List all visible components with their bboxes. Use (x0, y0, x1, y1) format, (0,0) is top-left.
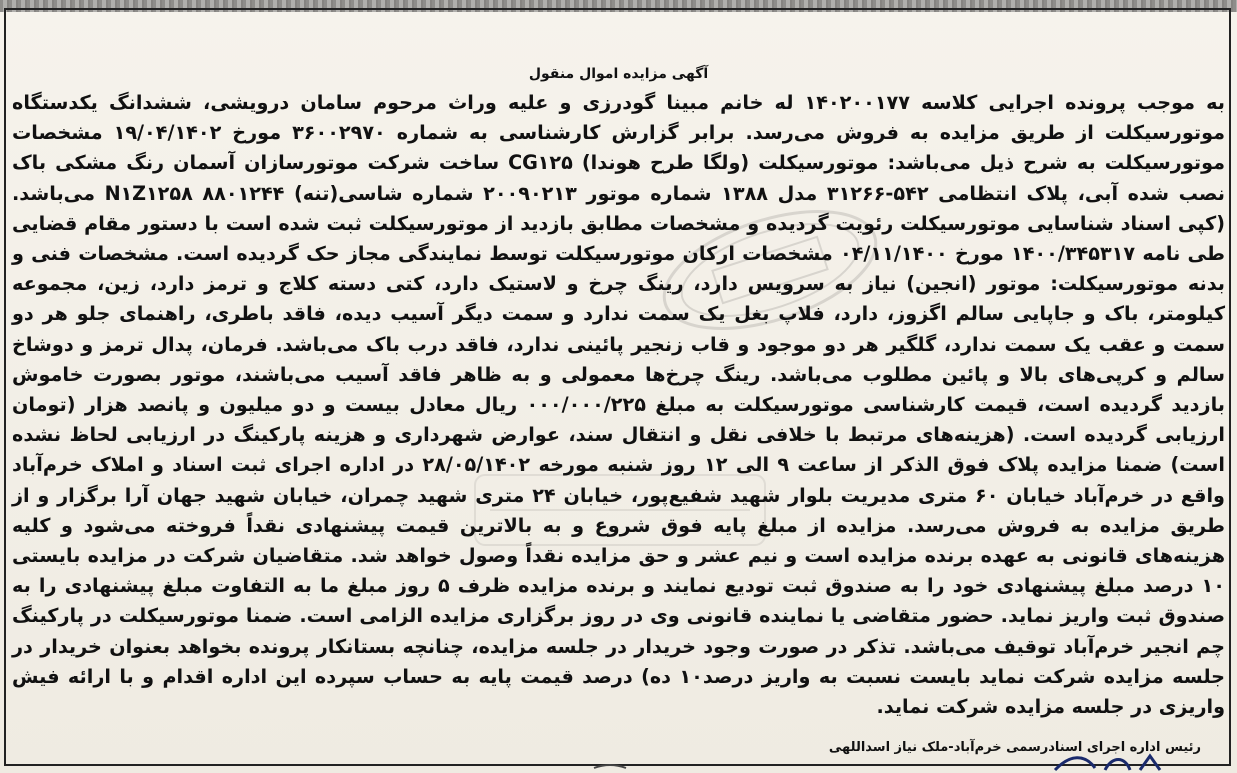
handwritten-mark (1050, 752, 1170, 772)
signature-line: رئیس اداره اجرای اسنادرسمی خرم‌آباد-ملک نیاز اسداللهی (828, 740, 1201, 755)
page-number-mark (590, 762, 630, 773)
notice-body-paragraph: به موجب پرونده اجرایی کلاسه ۱۴۰۲۰۰۱۷۷ له خانم مبینا گودرزی و علیه وراث مرحوم سامان درویشی، ششدانگ یکدستگاه موتورسیکلت از طریق مزایده به فروش می‌رسد. برابر گزارش کارشناسی به شماره ۳۶۰۰۲۹۷۰ مورخ ۱۹/۰۴/۱۴۰۲ مشخصات موتورسیکلت به شرح ذیل می‌باشد: موتورسیکلت (ولگا طرح هوندا) CG۱۲۵ ساخت شرکت موتورسازان آسمان رنگ مشکی باک نصب شده آبی، پلاک انتظامی ۵۴۲-۳۱۲۶۶ مدل ۱۳۸۸ شماره موتور ۲۰۰۹۰۲۱۳ شماره شاسی(تنه) N۱Z۱۲۵۸ ۸۸۰۱۲۴۴ می‌باشد. (کپی اسناد شناسایی موتورسیکلت رئویت گردیده و مشخصات مطابق بازدید از موتورسیکلت ثبت شده است با دستور مقام قضایی طی نامه ۱۴۰۰/۳۴۵۳۱۷ مورخ ۰۴/۱۱/۱۴۰۰ مشخصات ارکان موتورسیکلت توسط نمایندگی مجاز حک گردیده است. مشخصات فنی و بدنه موتورسیکلت: موتور (انجین) نیاز به سرویس دارد، رینگ چرخ و لاستیک دارد، کتی دسته کلاج و ترمز دارد، زین، مجموعه کیلومتر، باک و جاپایی سالم اگزوز، دارد، فلاپ بغل یک سمت ندارد و سمت دیگر آسیب دیده، فاقد باطری، راهنمای جلو هر دو سمت و عقب یک سمت ندارد، گلگیر هر دو موجود و قاب زنجیر پائینی ندارد، فاقد درب باک می‌باشد. فرمان، پدال ترمز و دوشاخ سالم و کرپی‌های بالا و پائین مطلوب می‌باشد. رینگ چرخ‌ها معمولی و به ظاهر فاقد آسیب می‌باشند، موتور بصورت خاموش بازدید گردیده است، قیمت کارشناسی موتورسیکلت به مبلغ ۰۰۰/۰۰۰/۲۲۵ ریال معادل بیست و دو میلیون و پانصد هزار (تومان ارزیابی گردیده است. (هزینه‌های مرتبط با خلافی نقل و انتقال سند، عوارض شهرداری و هزینه پارکینگ در ارزیابی لحاظ نشده است) ضمنا مزایده پلاک فوق الذکر از ساعت ۹ الی ۱۲ روز شنبه مورخه ۲۸/۰۵/۱۴۰۲ در اداره اجرای ثبت اسناد و املاک خرم‌آباد واقع در خرم‌آباد خیابان ۶۰ متری مدیریت بلوار شهید شفیع‌پور، خیابان ۲۴ متری شهید چمران، خیابان شهید جهان آرا برگزار و از طریق مزایده به فروش می‌رسد. مزایده از مبلغ پایه فوق شروع و به بالاترین قیمت پیشنهادی نقداً فروخته می‌شود و کلیه هزینه‌های قانونی به عهده برنده مزایده است و نیم عشر و حق مزایده نقداً وصول خواهد شد. متقاضیان شرکت در مزایده بایستی ۱۰ درصد مبلغ پیشنهادی خود را به صندوق ثبت تودیع نمایند و برنده مزایده ظرف ۵ روز مبلغ ما به التفاوت مبلغ پیشنهادی را به صندوق ثبت واریز نماید. حضور متقاضی یا نماینده قانونی وی در روز برگزاری مزایده الزامی است. ضمنا موتورسیکلت در پارکینگ چم انجیر خرم‌آباد توقیف می‌باشد. تذکر در صورت وجود خریدار در جلسه مزایده، چنانچه بستانکار پرونده بخواهد بعنوان خریدار در جلسه مزایده شرکت نماید بایست نسبت به واریز درصد۱۰ ده) درصد قیمت پایه به حساب سپرده این اداره اقدام و با ارائه فیش واریزی در جلسه مزایده شرکت نماید. (12, 91, 1225, 719)
notice-title: آگهی مزایده اموال منقول (528, 66, 709, 82)
notice-body (12, 88, 1225, 722)
